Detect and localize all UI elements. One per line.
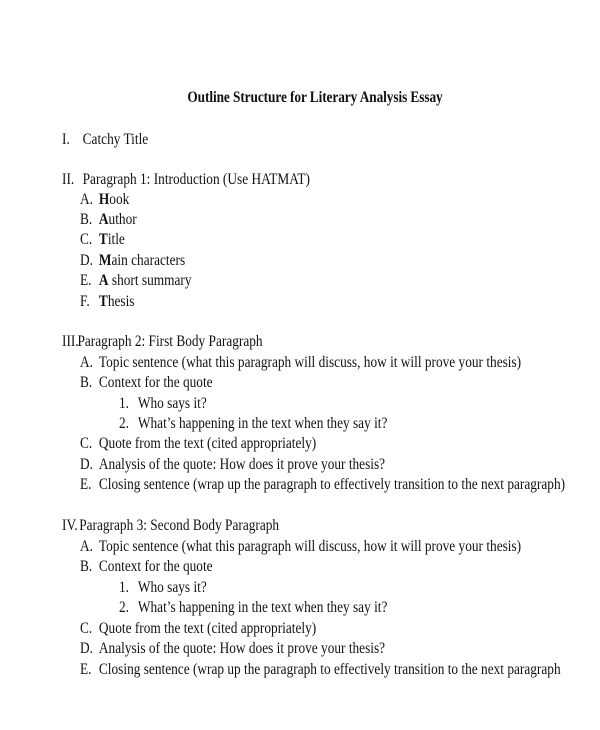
- outline-subitem: 1. Who says it?: [119, 395, 207, 412]
- outline-section: [62, 333, 263, 351]
- outline-item: B. Context for the quote: [80, 374, 213, 391]
- outline-item: A. Hook: [80, 191, 130, 208]
- section-marker: I.: [62, 131, 70, 148]
- outline-subitem: 1. Who says it?: [119, 579, 207, 596]
- outline-item: B. Context for the quote: [80, 558, 213, 575]
- outline-section: [62, 517, 279, 535]
- section-heading: Paragraph 2: First Body Paragraph: [77, 333, 263, 350]
- document-title: Outline Structure for Literary Analysis Essay: [187, 89, 443, 106]
- outline-item: C. Quote from the text (cited appropriately): [80, 620, 317, 637]
- outline-subitem: 2. What’s happening in the text when they say it?: [119, 599, 388, 616]
- outline-subitem: 2. What’s happening in the text when they say it?: [119, 415, 388, 432]
- section-heading: Catchy Title: [82, 131, 149, 148]
- outline-section: [62, 131, 148, 149]
- outline-item: F. Thesis: [80, 293, 135, 310]
- outline-item: E. Closing sentence (wrap up the paragraph to effectively transition to the next paragraph: [80, 661, 561, 678]
- outline-section: [62, 171, 310, 189]
- outline-item: B. Author: [80, 211, 137, 228]
- outline-item: D. Analysis of the quote: How does it prove your thesis?: [80, 640, 386, 657]
- outline-item: D. Main characters: [80, 252, 186, 269]
- section-marker: IV.: [62, 517, 78, 534]
- section-heading: Paragraph 3: Second Body Paragraph: [79, 517, 280, 534]
- outline-item: E. A short summary: [80, 272, 192, 289]
- section-marker: III.: [62, 333, 79, 350]
- outline-item: C. Title: [80, 231, 125, 248]
- section-marker: II.: [62, 171, 75, 188]
- outline-item: E. Closing sentence (wrap up the paragraph to effectively transition to the next paragraph): [80, 476, 566, 493]
- outline-item: C. Quote from the text (cited appropriately): [80, 435, 317, 452]
- outline-item: D. Analysis of the quote: How does it prove your thesis?: [80, 456, 386, 473]
- outline-item: A. Topic sentence (what this paragraph will discuss, how it will prove your thesis): [80, 354, 522, 371]
- outline-item: A. Topic sentence (what this paragraph will discuss, how it will prove your thesis): [80, 538, 522, 555]
- section-heading: Paragraph 1: Introduction (Use HATMAT): [82, 171, 310, 188]
